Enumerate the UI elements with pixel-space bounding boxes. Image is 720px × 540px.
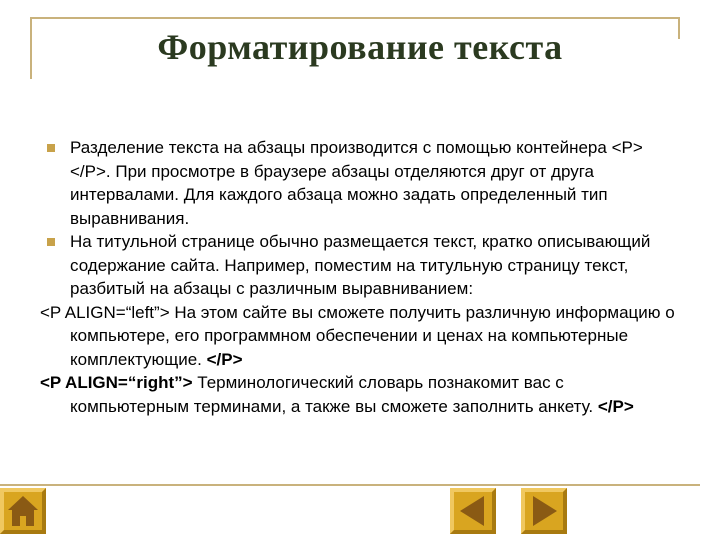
arrow-right-icon xyxy=(521,488,567,534)
code-paragraph-right xyxy=(40,371,680,418)
home-button[interactable] xyxy=(0,488,46,534)
slide-title: Форматирование текста xyxy=(157,27,563,67)
arrow-left-icon xyxy=(450,488,496,534)
code-open-tag-left: <P ALIGN=“left”> xyxy=(40,302,170,322)
frame-top-line xyxy=(30,17,680,19)
code-text-left: На этом сайте вы сможете получить различную информацию о компьютере, его программном обеспечении и ценах на компьютерные комплектующие. xyxy=(70,302,675,369)
bullet-text-1: Разделение текста на абзацы производится с помощью контейнера <P> </P>. При просмотре в браузере абзацы отделяются друг от друга интервалами. Для каждого абзаца можно задать определенный тип выравнивания. xyxy=(70,138,643,228)
bullet-item-1 xyxy=(40,136,680,230)
code-close-tag-left: </P> xyxy=(206,349,243,369)
code-text-right: Терминологический словарь познакомит вас с компьютерным терминами, а также вы сможете заполнить анкету. xyxy=(70,373,598,416)
home-icon xyxy=(0,488,46,534)
previous-slide-button[interactable] xyxy=(450,488,496,534)
bullet-item-2 xyxy=(40,230,680,301)
slide-content xyxy=(40,136,680,418)
bullet-square-icon xyxy=(47,238,55,246)
bottom-frame-line xyxy=(0,484,700,486)
bullet-square-icon xyxy=(47,144,55,152)
next-slide-button[interactable] xyxy=(521,488,567,534)
code-open-tag-right: <P ALIGN=“right”> xyxy=(40,373,193,392)
code-close-tag-right: </P> xyxy=(597,396,634,416)
code-paragraph-left xyxy=(40,301,680,372)
bullet-text-2: На титульной странице обычно размещается текст, кратко описывающий содержание сайта. Например, поместим на титульную страницу текст, разбитый на абзацы с различным выравниванием: xyxy=(70,232,651,298)
